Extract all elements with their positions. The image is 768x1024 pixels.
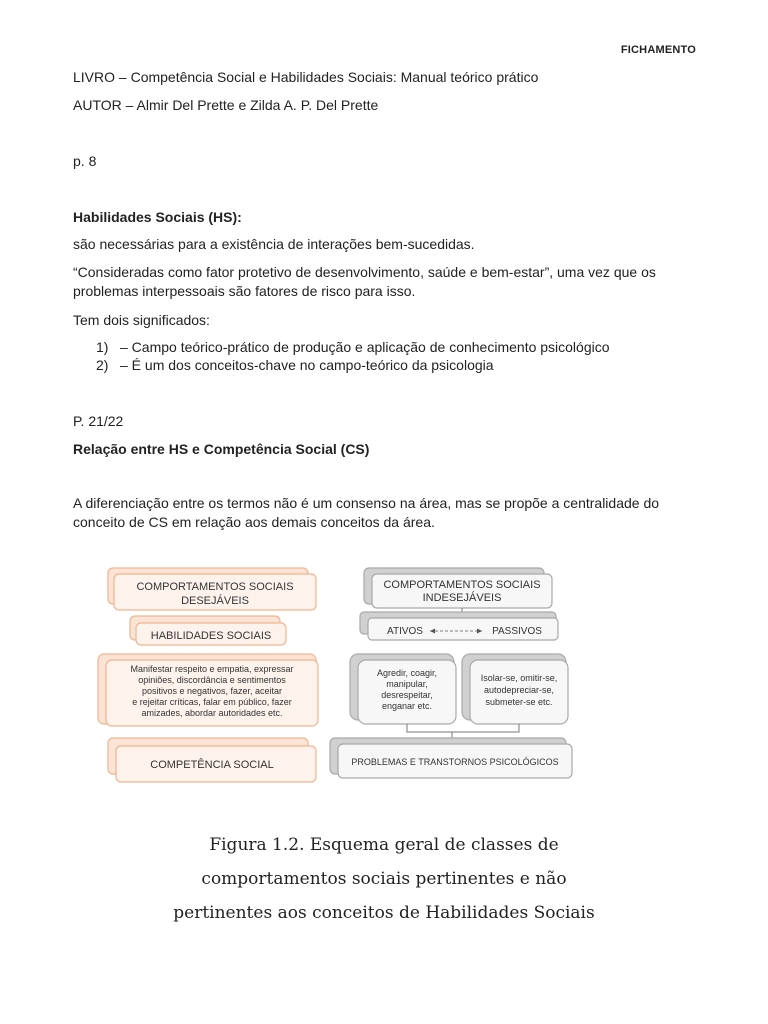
meanings-intro: Tem dois significados: bbox=[73, 312, 210, 328]
passive-example-line: Isolar-se, omitir-se, bbox=[480, 673, 558, 683]
active-passive-box bbox=[360, 612, 558, 640]
example-line: amizades, abordar autoridades etc. bbox=[141, 708, 283, 718]
meaning-number: 1) bbox=[96, 339, 109, 355]
undesirable-behaviours-box bbox=[364, 568, 552, 608]
social-skills-label: HABILIDADES SOCIAIS bbox=[150, 630, 272, 642]
desirable-behaviours-box bbox=[108, 568, 316, 610]
problems-box bbox=[330, 738, 572, 778]
section-hs-line1: são necessárias para a existência de interações bem-sucedidas. bbox=[73, 236, 475, 252]
active-examples-box bbox=[350, 654, 456, 724]
desirable-behaviours-line2: DESEJÁVEIS bbox=[181, 595, 249, 607]
example-line: opiniões, discordância e sentimentos bbox=[138, 675, 286, 685]
meaning-item-1 bbox=[96, 338, 610, 356]
section-hs-quote: “Consideradas como fator protetivo de desenvolvimento, saúde e bem-estar”, uma vez que os problemas interpessoais são fatores de risco para isso. bbox=[73, 264, 656, 299]
page-reference-21-22: P. 21/22 bbox=[73, 413, 124, 429]
social-skills-box bbox=[130, 616, 286, 645]
desirable-behaviours-line1: COMPORTAMENTOS SOCIAIS bbox=[136, 581, 294, 593]
active-example-line: Agredir, coagir, bbox=[376, 668, 438, 678]
book-author: AUTOR – Almir Del Prette e Zilda A. P. Del Prette bbox=[73, 97, 379, 113]
section-cs-title: Relação entre HS e Competência Social (CS) bbox=[73, 441, 370, 457]
book-title: LIVRO – Competência Social e Habilidades Sociais: Manual teórico prático bbox=[73, 69, 539, 85]
passive-examples-box bbox=[462, 654, 568, 724]
social-skills-examples-box bbox=[98, 654, 318, 726]
document-header-label: FICHAMENTO bbox=[620, 44, 696, 56]
example-line: Manifestar respeito e empatia, expressar bbox=[130, 664, 294, 674]
social-competence-box bbox=[108, 738, 316, 782]
passive-label: PASSIVOS bbox=[492, 626, 542, 637]
figure-caption bbox=[60, 828, 708, 930]
active-example-line: enganar etc. bbox=[381, 701, 433, 711]
caption-line-1: Figura 1.2. Esquema geral de classes de bbox=[209, 835, 559, 855]
caption-line-3: pertinentes aos conceitos de Habilidades Sociais bbox=[173, 903, 595, 923]
page-reference-8: p. 8 bbox=[73, 153, 97, 169]
meaning-number: 2) bbox=[96, 357, 109, 373]
caption-line-2: comportamentos sociais pertinentes e não bbox=[201, 869, 567, 889]
active-label: ATIVOS bbox=[387, 626, 423, 637]
meaning-item-2 bbox=[96, 356, 494, 374]
social-competence-label: COMPETÊNCIA SOCIAL bbox=[150, 759, 274, 771]
social-behaviour-diagram bbox=[90, 560, 590, 790]
undesirable-behaviours-line1: COMPORTAMENTOS SOCIAIS bbox=[383, 579, 541, 591]
section-hs-title: Habilidades Sociais (HS): bbox=[73, 209, 242, 225]
meaning-text: – É um dos conceitos-chave no campo-teórico da psicologia bbox=[120, 357, 494, 373]
active-example-line: desrespeitar, bbox=[381, 690, 433, 700]
active-example-line: manipular, bbox=[386, 679, 428, 689]
passive-example-line: autodepreciar-se, bbox=[483, 685, 555, 695]
example-line: positivos e negativos, fazer, aceitar bbox=[141, 686, 283, 696]
meaning-text: – Campo teórico-prático de produção e aplicação de conhecimento psicológico bbox=[120, 339, 610, 355]
problems-label: PROBLEMAS E TRANSTORNOS PSICOLÓGICOS bbox=[351, 757, 559, 767]
example-line: e rejeitar críticas, falar em público, fazer bbox=[132, 697, 292, 707]
section-cs-paragraph: A diferenciação entre os termos não é um consenso na área, mas se propõe a centralidade do conceito de CS em relação aos demais conceitos da área. bbox=[73, 495, 660, 530]
passive-example-line: submeter-se etc. bbox=[485, 697, 553, 707]
undesirable-behaviours-line2: INDESEJÁVEIS bbox=[422, 592, 502, 604]
